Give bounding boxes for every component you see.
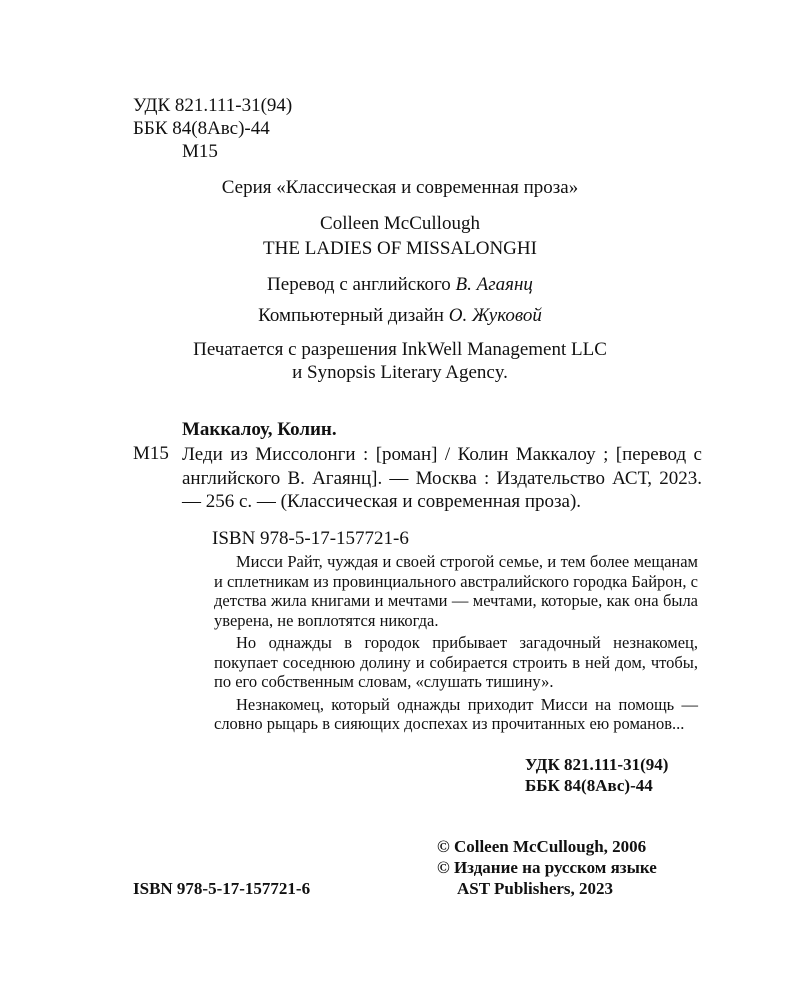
original-author: Colleen McCullough [320,213,480,234]
annotation-paragraph: Незнакомец, который однажды приходит Мисси на помощь — словно рыцарь в сияющих доспехах из прочитанных ею романов... [214,694,698,733]
permission-line-2: и Synopsis Literary Agency. [292,362,508,383]
permission-line-1: Печатается с разрешения InkWell Management LLC [193,339,607,360]
copyright-edition: © Издание на русском языке [437,858,657,877]
translation-line [0,274,800,296]
card-udk: УДК 821.111-31(94) [525,755,669,774]
card-bbk: ББК 84(8Авс)-44 [525,776,653,795]
original-title: THE LADIES OF MISSALONGHI [263,238,537,259]
design-line [0,305,800,327]
designer-name: О. Жуковой [448,305,542,326]
catalog-heading: Маккалоу, Колин. [182,419,337,440]
series-line: Серия «Классическая и современная проза» [221,177,579,198]
copyright-author: © Colleen McCullough, 2006 [437,837,647,856]
footer-isbn: ISBN 978-5-17-157721-6 [133,879,311,898]
bbk-code: ББК 84(8Авс)-44 [133,118,270,139]
catalog-description: Леди из Миссолонги : [роман] / Колин Маккалоу ; [перевод с английского В. Агаянц]. — Москва : Издательство АСТ, 2023. — 256 с. — (Классическая и современная проза). [182,444,702,512]
author-mark: М15 [182,141,218,162]
annotation-paragraph: Но однажды в городок прибывает загадочный незнакомец, покупает соседнюю долину и собирается строить в ней дом, чтобы, по его собственным словам, «слушать тишину». [214,633,698,691]
translator-name: В. Агаянц [455,274,533,295]
copyright-publisher: AST Publishers, 2023 [457,879,614,898]
annotation-paragraph: Мисси Райт, чуждая и своей строгой семье, и тем более мещанам и сплетникам из провинциального австралийского городка Байрон, с детства жила книгами и мечтами — мечтами, которые, как она была уверена, не воплотятся никогда. [214,552,698,630]
annotation [214,552,698,734]
udk-code: УДК 821.111-31(94) [133,95,293,116]
catalog-mark: М15 [133,443,169,464]
design-label: Компьютерный дизайн [258,305,444,326]
catalog-isbn: ISBN 978-5-17-157721-6 [212,528,409,549]
translation-label: Перевод с английского [267,274,451,295]
